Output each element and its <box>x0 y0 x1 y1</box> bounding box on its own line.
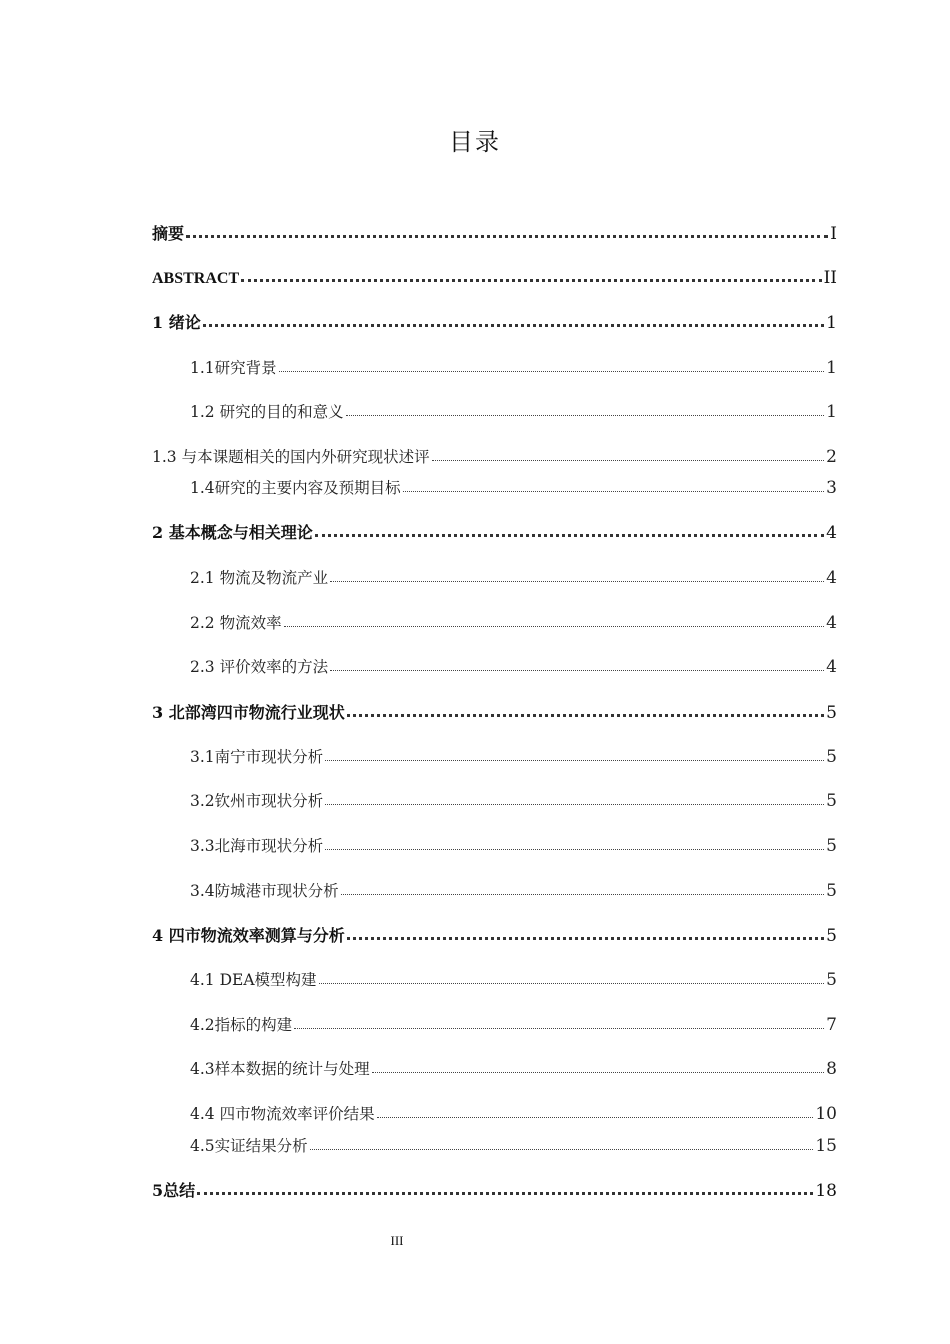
toc-entry-page: 8 <box>826 1059 837 1079</box>
toc-entry-page: 5 <box>826 747 837 767</box>
toc-entry-label: 4.1 DEA模型构建 <box>190 971 317 989</box>
toc-entry-label: 3.2钦州市现状分析 <box>190 792 324 810</box>
toc-entry-page: 5 <box>826 791 837 811</box>
toc-entry[interactable] <box>152 920 837 946</box>
toc-entry-label: 1 绪论 <box>152 313 201 332</box>
toc-entry-label: 4.5实证结果分析 <box>190 1137 308 1155</box>
toc-entry-page: 18 <box>815 1181 837 1201</box>
toc-entry[interactable] <box>152 218 837 244</box>
toc-entry-page: II <box>823 268 837 288</box>
dot-leader <box>325 760 824 761</box>
toc-entry-label: 1.2 研究的目的和意义 <box>190 403 344 421</box>
toc-entry-label: ABSTRACT <box>152 270 240 287</box>
dot-leader <box>186 235 828 238</box>
toc-entry-page: 1 <box>826 402 837 422</box>
toc-entry-label: 4.4 四市物流效率评价结果 <box>190 1105 375 1123</box>
toc-entry[interactable] <box>190 785 837 811</box>
toc-entry-label: 4 四市物流效率测算与分析 <box>152 926 345 945</box>
dot-leader <box>197 1192 813 1195</box>
toc-entry-label: 1.3 与本课题相关的国内外研究现状述评 <box>152 448 430 466</box>
toc-entry-page: 5 <box>826 970 837 990</box>
toc-entry[interactable] <box>190 875 837 901</box>
toc-entry-page: 4 <box>826 523 837 543</box>
toc-entry-label: 3 北部湾四市物流行业现状 <box>152 703 345 722</box>
toc-entry[interactable] <box>190 830 837 856</box>
dot-leader <box>377 1117 814 1118</box>
toc-entry-label: 3.3北海市现状分析 <box>190 837 324 855</box>
toc-entry[interactable] <box>152 517 837 543</box>
toc-entry-label: 2.1 物流及物流产业 <box>190 569 329 587</box>
dot-leader <box>346 415 825 416</box>
dot-leader <box>241 279 821 282</box>
toc-entry[interactable] <box>190 1098 837 1124</box>
dot-leader <box>330 581 824 582</box>
toc-entry-label: 4.3样本数据的统计与处理 <box>190 1060 370 1078</box>
dot-leader <box>315 534 824 537</box>
toc-entry[interactable] <box>152 307 837 333</box>
dot-leader <box>432 460 825 461</box>
toc-entry[interactable] <box>190 1130 837 1156</box>
toc-entry[interactable] <box>190 1009 837 1035</box>
dot-leader <box>294 1028 824 1029</box>
dot-leader <box>347 714 824 717</box>
toc-entry[interactable] <box>190 352 837 378</box>
page-number: III <box>390 1233 404 1248</box>
toc-entry-label: 5总结 <box>152 1181 196 1200</box>
dot-leader <box>372 1072 825 1073</box>
toc-entry-label: 1.1研究背景 <box>190 359 277 377</box>
toc-entry[interactable] <box>152 441 837 467</box>
toc-entry-label: 4.2指标的构建 <box>190 1016 293 1034</box>
toc-entry[interactable] <box>152 262 837 288</box>
toc-entry-page: 7 <box>826 1015 837 1035</box>
toc-entry-label: 2.2 物流效率 <box>190 614 282 632</box>
dot-leader <box>347 937 824 940</box>
dot-leader <box>325 804 824 805</box>
toc-entry-page: 4 <box>826 568 837 588</box>
toc-entry-page: 15 <box>815 1136 837 1156</box>
toc-entry[interactable] <box>190 741 837 767</box>
toc-entry-label: 3.4防城港市现状分析 <box>190 882 339 900</box>
toc-entry-page: 4 <box>826 613 837 633</box>
dot-leader <box>403 491 825 492</box>
toc-entry-page: 4 <box>826 657 837 677</box>
toc-entry[interactable] <box>190 396 837 422</box>
toc-entry[interactable] <box>190 607 837 633</box>
toc-entry-page: 5 <box>826 926 837 946</box>
toc-entry[interactable] <box>190 472 837 498</box>
toc-entry-label: 2 基本概念与相关理论 <box>152 523 313 542</box>
dot-leader <box>325 849 824 850</box>
toc-entry-page: 1 <box>826 313 837 333</box>
dot-leader <box>341 894 825 895</box>
toc-entry[interactable] <box>152 697 837 723</box>
toc-entry-label: 3.1南宁市现状分析 <box>190 748 324 766</box>
toc-entry-page: I <box>830 224 837 244</box>
dot-leader <box>284 626 825 627</box>
toc-entry[interactable] <box>190 562 837 588</box>
dot-leader <box>310 1149 814 1150</box>
page-title: 目录 <box>449 128 501 156</box>
toc-entry[interactable] <box>190 651 837 677</box>
toc-entry-label: 摘要 <box>152 224 185 243</box>
dot-leader <box>279 371 825 372</box>
dot-leader <box>319 983 825 984</box>
toc-entry-page: 2 <box>826 447 837 467</box>
toc-entry[interactable] <box>190 964 837 990</box>
toc-entry-page: 3 <box>826 478 837 498</box>
toc-entry-page: 1 <box>826 358 837 378</box>
dot-leader <box>330 670 824 671</box>
toc-entry-page: 5 <box>826 881 837 901</box>
toc-entry-label: 2.3 评价效率的方法 <box>190 658 329 676</box>
dot-leader <box>203 324 824 327</box>
toc-entry-label: 1.4研究的主要内容及预期目标 <box>190 479 401 497</box>
toc-entry-page: 5 <box>826 836 837 856</box>
toc-entry-page: 10 <box>815 1104 837 1124</box>
toc-entry[interactable] <box>152 1175 837 1201</box>
toc-entry[interactable] <box>190 1053 837 1079</box>
toc-entry-page: 5 <box>826 703 837 723</box>
